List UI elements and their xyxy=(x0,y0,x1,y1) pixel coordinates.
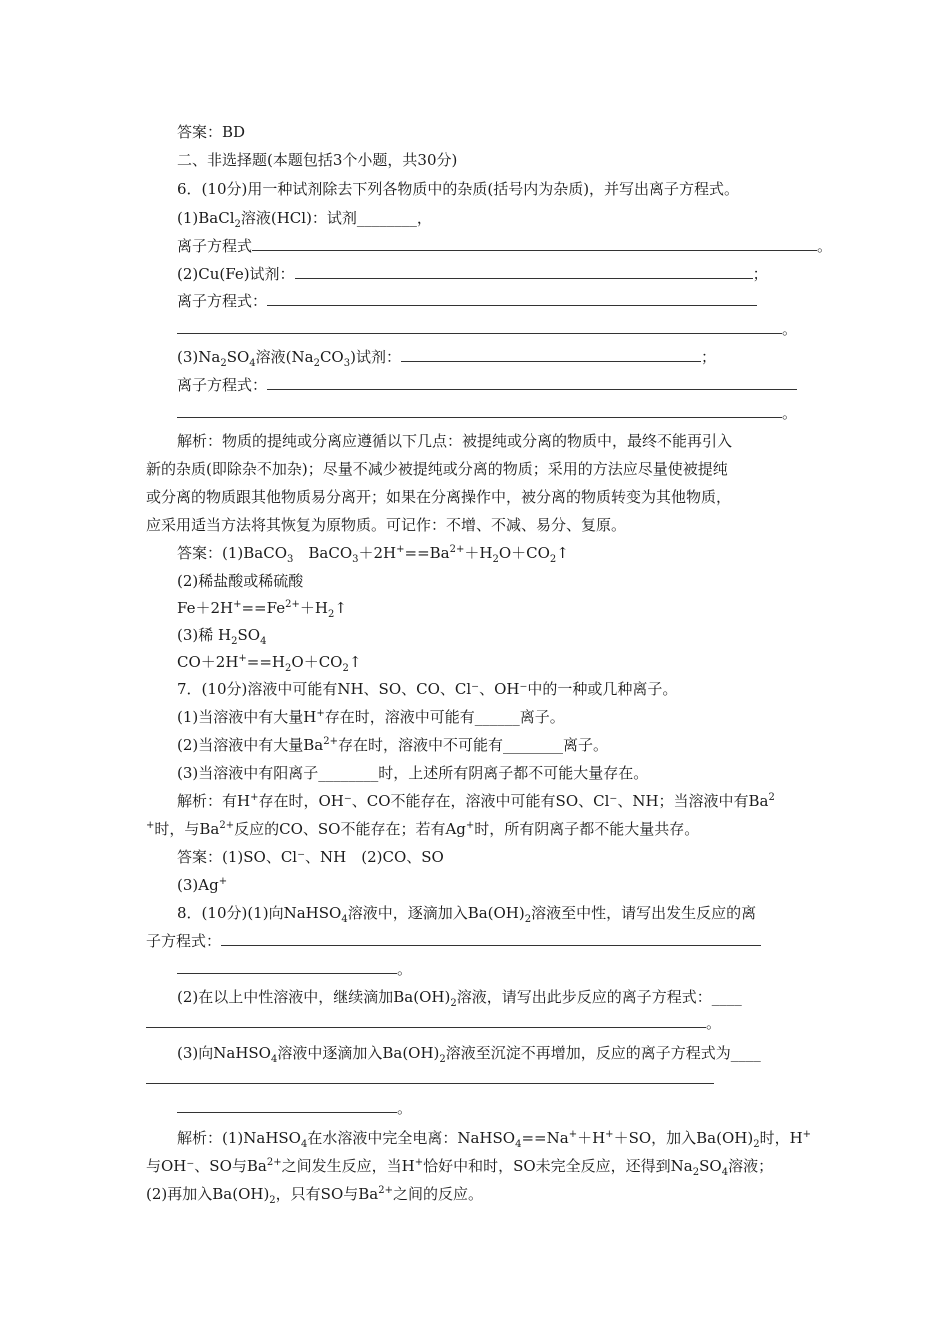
text: ==Fe xyxy=(241,599,286,617)
subscript: 4 xyxy=(260,636,267,647)
q6-answer-3 xyxy=(177,597,347,619)
text: 溶液至中性，请写出发生反应的离 xyxy=(531,904,757,922)
q6-analysis-line: 应采用适当方法将其恢复为原物质。可记作：不增、不减、易分、复原。 xyxy=(146,516,627,534)
q8-stem-3 xyxy=(177,958,412,980)
q6-part2-equation xyxy=(177,290,757,312)
superscript: + xyxy=(218,876,228,887)
q7-part3: (3)当溶液中有阳离子________时，上述所有阴离子都不可能大量存在。 xyxy=(177,764,649,782)
superscript: + xyxy=(568,1129,578,1140)
superscript: + xyxy=(146,820,155,831)
subscript: 2 xyxy=(524,914,532,925)
label: 离子方程式 xyxy=(177,237,253,255)
label: (2)Cu(Fe)试剂： xyxy=(177,265,295,283)
superscript: + xyxy=(465,820,475,831)
q6-analysis-line: 或分离的物质跟其他物质易分离开；如果在分离操作中，被分离的物质转变为其他物质， xyxy=(146,488,732,506)
text: ＋H xyxy=(577,1129,606,1147)
text: (3)向NaHSO xyxy=(177,1044,271,1062)
up-arrow-icon: ↑ xyxy=(334,599,347,617)
subscript: 2 xyxy=(285,663,292,674)
answer-blank[interactable] xyxy=(221,931,761,946)
superscript: + xyxy=(316,708,325,719)
text: 溶液(Na xyxy=(255,348,314,366)
answer-blank[interactable] xyxy=(146,1013,706,1028)
subscript: 2 xyxy=(549,554,557,565)
up-arrow-icon: ↑ xyxy=(556,544,569,562)
q6-part3-equation xyxy=(177,374,797,396)
text: 之间的反应。 xyxy=(392,1185,483,1203)
text: ==Na xyxy=(521,1129,569,1147)
text: 与OH⁻、SO与Ba xyxy=(146,1157,267,1175)
q7-analysis-1 xyxy=(177,790,775,812)
q8-stem-1 xyxy=(177,902,756,924)
answer-blank[interactable] xyxy=(401,347,701,362)
superscript: + xyxy=(605,1129,614,1140)
q6-analysis-line: 解析：物质的提纯或分离应遵循以下几点：被提纯或分离的物质中，最终不能再引入 xyxy=(177,432,733,450)
text: (2)再加入Ba(OH) xyxy=(146,1185,270,1203)
subscript: 4 xyxy=(721,1167,729,1178)
text: SO xyxy=(699,1157,722,1175)
q7-answer-1: 答案：(1)SO、Cl⁻、NH (2)CO、SO xyxy=(177,848,444,866)
text: 时，与Ba xyxy=(154,820,220,838)
text: 之间发生反应，当H xyxy=(281,1157,415,1175)
subscript: 2 xyxy=(313,358,320,369)
superscript: + xyxy=(250,792,259,803)
text: 8．(10分)(1)向NaHSO xyxy=(177,904,342,922)
q6-part1 xyxy=(177,207,432,229)
text: ＋SO，加入Ba(OH) xyxy=(613,1129,754,1147)
text: 解析：有H xyxy=(177,792,251,810)
text: 溶液至沉淀不再增加，反应的离子方程式为____ xyxy=(445,1044,761,1062)
subscript: 2 xyxy=(231,636,238,647)
q6-part2-equation-cont xyxy=(177,318,797,340)
superscript: 2+ xyxy=(219,820,235,831)
text: CO＋2H xyxy=(177,653,239,671)
subscript: 4 xyxy=(300,1139,308,1150)
text: (2)在以上中性溶液中，继续滴加Ba(OH) xyxy=(177,988,451,1006)
q6-answer-2: (2)稀盐酸或稀硫酸 xyxy=(177,572,304,590)
text: 时，H xyxy=(759,1129,803,1147)
subscript: 3 xyxy=(287,554,294,565)
q8-analysis-2 xyxy=(146,1155,773,1177)
answer-line: 答案：BD xyxy=(177,123,246,141)
text: ＋H xyxy=(464,544,493,562)
text: 。 xyxy=(397,960,413,978)
answer-blank[interactable] xyxy=(177,319,782,334)
subscript: 2 xyxy=(439,1054,446,1065)
text: (3)稀 H xyxy=(177,626,232,644)
superscript: 2+ xyxy=(285,599,300,610)
label: 离子方程式： xyxy=(177,292,268,310)
text: 反应的CO、SO不能存在；若有Ag xyxy=(234,820,466,838)
q8-part2-blank xyxy=(146,1012,721,1034)
text: )试剂： xyxy=(350,348,401,366)
text: 解析：(1)NaHSO xyxy=(177,1129,301,1147)
answer-blank[interactable] xyxy=(146,1069,714,1084)
q6-part1-equation xyxy=(177,235,832,257)
answer-blank[interactable] xyxy=(267,291,757,306)
q8-stem-2 xyxy=(146,930,761,952)
text: (3)Na xyxy=(177,348,221,366)
text: BaCO xyxy=(293,544,353,562)
subscript: 3 xyxy=(352,554,359,565)
answer-blank[interactable] xyxy=(177,1098,397,1113)
text: 溶液(HCl)：试剂________， xyxy=(240,209,432,227)
subscript: 2 xyxy=(753,1139,760,1150)
superscript: + xyxy=(414,1157,424,1168)
subscript: 4 xyxy=(249,358,256,369)
text: ＋2H xyxy=(358,544,397,562)
subscript: 2 xyxy=(269,1195,276,1206)
subscript: 2 xyxy=(220,358,227,369)
text: ＋H xyxy=(299,599,328,617)
text: O＋CO xyxy=(291,653,343,671)
text: ==H xyxy=(246,653,286,671)
text: 存在时，溶液中不可能有________离子。 xyxy=(337,736,608,754)
q6-answer-4 xyxy=(177,624,266,646)
text: ； xyxy=(700,348,716,366)
subscript: 2 xyxy=(327,609,335,620)
q6-answer-5 xyxy=(177,651,361,673)
answer-blank[interactable] xyxy=(177,403,782,418)
q8-part3-blank-cont xyxy=(177,1097,412,1119)
subscript: 4 xyxy=(270,1054,278,1065)
text: SO xyxy=(237,626,261,644)
text: 答案：(1)BaCO xyxy=(177,544,287,562)
subscript: 4 xyxy=(515,1139,522,1150)
text: O＋CO xyxy=(498,544,550,562)
text: 。 xyxy=(817,237,833,255)
text: (3)Ag xyxy=(177,876,219,894)
text: 恰好中和时，SO未完全反应，还得到Na xyxy=(423,1157,693,1175)
text: 。 xyxy=(782,404,798,422)
text: 溶液，请写出此步反应的离子方程式：____ xyxy=(456,988,742,1006)
label: 离子方程式： xyxy=(177,376,268,394)
q8-part3-blank xyxy=(146,1068,714,1090)
subscript: 2 xyxy=(234,219,241,230)
q6-stem: 6．(10分)用一种试剂除去下列各物质中的杂质(括号内为杂质)，并写出离子方程式。 xyxy=(177,180,740,198)
superscript: + xyxy=(238,653,247,664)
text: SO xyxy=(226,348,250,366)
text: (1)当溶液中有大量H xyxy=(177,708,317,726)
superscript: 2+ xyxy=(323,736,338,747)
subscript: 2 xyxy=(450,998,457,1009)
text: ，只有SO与Ba xyxy=(275,1185,379,1203)
text: 。 xyxy=(706,1014,722,1032)
q6-part3-equation-cont xyxy=(177,402,797,424)
q6-answer-1 xyxy=(177,542,569,564)
text: Fe＋2H xyxy=(177,599,234,617)
text: 溶液； xyxy=(728,1157,774,1175)
q7-answer-2 xyxy=(177,874,227,896)
text: 在水溶液中完全电离：NaHSO xyxy=(307,1129,516,1147)
answer-blank[interactable] xyxy=(177,959,397,974)
superscript: 2+ xyxy=(378,1185,393,1196)
answer-blank[interactable] xyxy=(295,264,753,279)
text: CO xyxy=(319,348,344,366)
text: 存在时，OH⁻、CO不能存在，溶液中可能有SO、Cl⁻、NH；当溶液中有Ba xyxy=(258,792,769,810)
label: 子方程式： xyxy=(146,932,222,950)
text: 存在时，溶液中可能有______离子。 xyxy=(324,708,565,726)
q8-part2 xyxy=(177,986,742,1008)
subscript: 2 xyxy=(492,554,499,565)
superscript: + xyxy=(233,599,242,610)
text: 时，所有阴离子都不能大量共存。 xyxy=(474,820,700,838)
q7-analysis-2 xyxy=(146,818,699,840)
text: 。 xyxy=(397,1099,413,1117)
q8-analysis-3 xyxy=(146,1183,483,1205)
superscript: 2 xyxy=(768,792,775,803)
subscript: 4 xyxy=(341,914,348,925)
subscript: 3 xyxy=(343,358,351,369)
answer-blank[interactable] xyxy=(252,236,817,251)
text: ==Ba xyxy=(404,544,450,562)
text: 。 xyxy=(782,320,798,338)
text: 溶液中，逐滴加入Ba(OH) xyxy=(347,904,525,922)
text: 溶液中逐滴加入Ba(OH) xyxy=(277,1044,440,1062)
section-heading: 二、非选择题(本题包括3个小题，共30分) xyxy=(177,151,458,169)
q8-part3 xyxy=(177,1042,761,1064)
q6-analysis-line: 新的杂质(即除杂不加杂)；尽量不减少被提纯或分离的物质；采用的方法应尽量使被提纯 xyxy=(146,460,728,478)
q7-stem: 7．(10分)溶液中可能有NH、SO、CO、Cl⁻、OH⁻中的一种或几种离子。 xyxy=(177,680,678,698)
text: (2)当溶液中有大量Ba xyxy=(177,736,324,754)
text: ； xyxy=(752,265,768,283)
superscript: 2+ xyxy=(266,1157,282,1168)
subscript: 2 xyxy=(342,663,349,674)
up-arrow-icon: ↑ xyxy=(348,653,362,671)
text: (1)BaCl xyxy=(177,209,235,227)
superscript: + xyxy=(396,544,405,555)
q7-part2 xyxy=(177,734,608,756)
q7-part1 xyxy=(177,706,565,728)
superscript: + xyxy=(802,1129,812,1140)
answer-blank[interactable] xyxy=(267,375,797,390)
q6-part2 xyxy=(177,263,768,285)
q6-part3 xyxy=(177,346,716,368)
superscript: 2+ xyxy=(449,544,465,555)
subscript: 2 xyxy=(692,1167,700,1178)
q8-analysis-1 xyxy=(177,1127,811,1149)
